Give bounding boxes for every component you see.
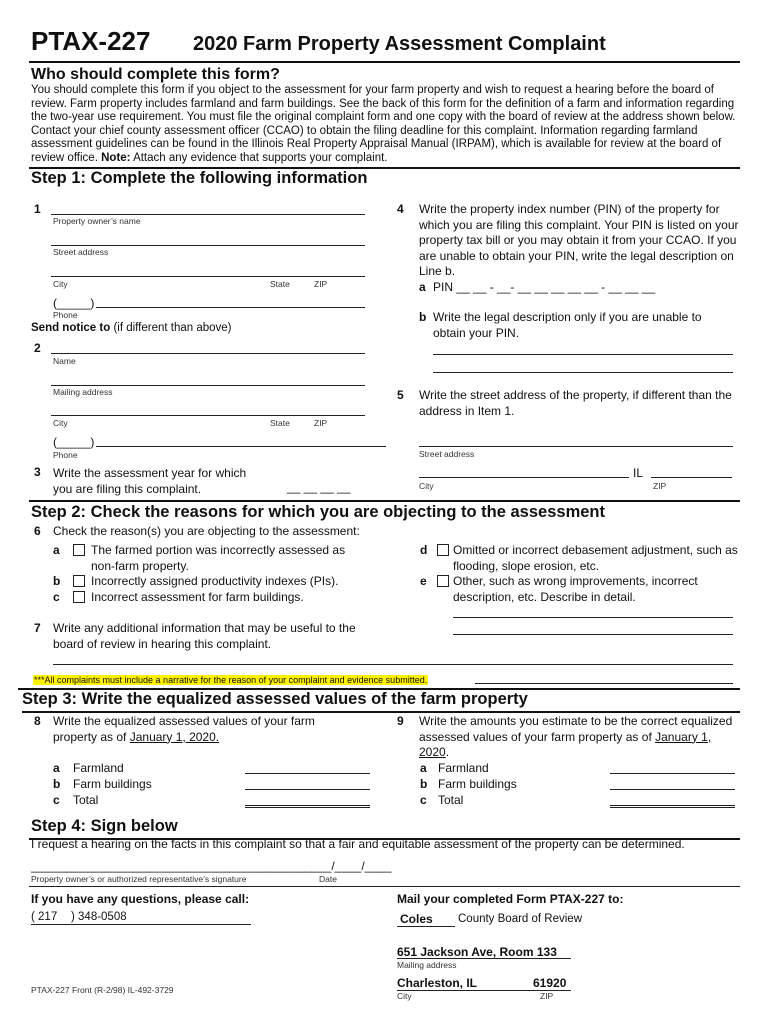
item3-number: 3	[34, 465, 41, 479]
item6-text: Check the reason(s) you are objecting to the assessment:	[53, 524, 360, 538]
street-label: Street address	[53, 247, 109, 257]
county-name: Coles	[400, 912, 433, 926]
property-street-label: Street address	[419, 449, 475, 459]
total-estimate-field[interactable]	[610, 805, 735, 808]
intro-body	[31, 84, 743, 165]
phone-underline	[31, 924, 251, 925]
notice-state-label: State	[270, 418, 290, 428]
board-address-label: Mailing address	[397, 960, 457, 970]
questions-heading: If you have any questions, please call:	[31, 892, 250, 906]
item8-text	[53, 714, 343, 745]
step4-title: Step 4: Sign below	[31, 817, 178, 835]
intro-text: You should complete this form if you object to the assessment for your farm property and wish to request a hearing before the board of review. Farm property includes farmland and farm buildings. See the back of this form for the definition of a farm and information regarding the two-year use requirement. You must file the original complaint form and one copy with the board of review at the address shown below. Contact your chief county assessment officer (CCAO) to obtain the filing deadline for this complaint. Information regarding farmland assessment guidelines can be found in the Illinois Real Property Appraisal Manual (IRPAM), which is available for review at the board of review office.	[31, 84, 736, 164]
signature-line[interactable]: _____________________________________________/____/____	[31, 859, 392, 873]
mail-heading: Mail your completed Form PTAX-227 to:	[397, 892, 624, 906]
additional-info-line-2[interactable]	[475, 683, 733, 684]
intro-note-label: Note:	[101, 151, 131, 164]
notice-city-label: City	[53, 418, 68, 428]
item4-number: 4	[397, 202, 404, 216]
reason-a-checkbox[interactable]	[73, 544, 85, 556]
board-city: Charleston, IL	[397, 976, 478, 990]
additional-info-line-1[interactable]	[53, 664, 733, 665]
narrative-notice: ***All complaints must include a narrative for the reason of your complaint and evidence submitted.	[34, 675, 428, 685]
item3-text: Write the assessment year for which you are filing this complaint.	[53, 466, 247, 496]
board-zip: 61920	[533, 976, 567, 990]
row9-a-letter: a	[420, 761, 427, 775]
property-zip-label: ZIP	[653, 481, 667, 491]
item9-text-body: Write the amounts you estimate to be the correct equalized assessed values of your farm property as of	[419, 714, 733, 744]
mailing-field[interactable]	[51, 385, 365, 386]
phone-number: ) 348-0508	[71, 911, 127, 923]
reason-c-letter: c	[53, 590, 60, 604]
step3-title: Step 3: Write the equalized assessed values of the farm property	[22, 690, 528, 708]
notice-phone-prefix: (_____)	[53, 435, 95, 449]
reason-b-checkbox[interactable]	[73, 575, 85, 587]
item4b-letter: b	[419, 310, 427, 324]
reason-a-letter: a	[53, 543, 60, 557]
row9-b-letter: b	[420, 777, 428, 791]
item6-number: 6	[34, 524, 41, 538]
assessment-year-field[interactable]: __ __ __ __	[287, 480, 351, 494]
property-city-field[interactable]	[419, 477, 629, 478]
reason-e-text: Other, such as wrong improvements, incorrect description, etc. Describe in detail.	[453, 574, 698, 604]
item2-number: 2	[34, 341, 41, 355]
zip-label: ZIP	[314, 279, 328, 289]
row-c-letter: c	[53, 793, 60, 807]
item8-text-1: Write the equalized assessed values of your farm	[53, 714, 315, 728]
phone-area-code: ( 217	[31, 911, 58, 923]
owner-name-label: Property owner’s name	[53, 216, 141, 226]
property-city-label: City	[419, 481, 434, 491]
reason-e-line-2[interactable]	[453, 634, 733, 635]
street-field[interactable]	[51, 245, 365, 246]
intro-heading: Who should complete this form?	[31, 66, 280, 83]
buildings-estimate-field[interactable]	[610, 789, 735, 790]
item5-number: 5	[397, 388, 404, 402]
il-label: IL	[633, 466, 644, 480]
phone-label: Phone	[53, 310, 78, 320]
reason-e-line-1[interactable]	[453, 617, 733, 618]
total-current-field[interactable]	[245, 805, 370, 808]
reason-b-text: Incorrectly assigned productivity indexes (PIs).	[91, 574, 339, 588]
item9-number: 9	[397, 714, 404, 728]
reason-e-checkbox[interactable]	[437, 575, 449, 587]
item7-text: Write any additional information that may be useful to the board of review in hearing this complaint.	[53, 621, 356, 651]
pin-field[interactable]: PIN __ __ - __- __ __ __ __ __ - __ __ __	[433, 280, 656, 294]
reason-d-checkbox[interactable]	[437, 544, 449, 556]
form-footer: PTAX-227 Front (R-2/98) IL-492-3729	[31, 985, 174, 995]
board-zip-label: ZIP	[540, 991, 554, 1001]
send-notice-rest: (if different than above)	[113, 322, 232, 334]
reason-c-checkbox[interactable]	[73, 591, 85, 603]
step2-rule	[29, 500, 740, 502]
reason-c-text: Incorrect assessment for farm buildings.	[91, 590, 304, 604]
item4-text: Write the property index number (PIN) of the property for which you are filing this complaint. Your PIN is listed on your property tax bill or you may obtain it from your CCAO. If you are unable to obtain your PIN, write the legal description on Line b.	[419, 202, 739, 278]
send-notice-bold: Send notice to	[31, 322, 111, 334]
row-a-label: Farmland	[73, 761, 124, 775]
farmland-current-field[interactable]	[245, 773, 370, 774]
state-label: State	[270, 279, 290, 289]
item8-number: 8	[34, 714, 41, 728]
reason-b-letter: b	[53, 574, 61, 588]
legal-desc-line-2[interactable]	[433, 372, 733, 373]
address-underline	[397, 958, 571, 959]
item9-text: Write the amounts you estimate to be the correct equalized assessed values of your farm property as of January 1, 2020.	[419, 714, 733, 759]
reason-a-text: The farmed portion was incorrectly assessed as non-farm property.	[91, 543, 346, 573]
row9-b-label: Farm buildings	[438, 777, 517, 791]
row-b-letter: b	[53, 777, 61, 791]
signature-label: Property owner’s or authorized representative’s signature	[31, 874, 247, 884]
property-street-field[interactable]	[419, 446, 733, 447]
property-zip-field[interactable]	[651, 477, 732, 478]
title-rule	[29, 61, 740, 63]
farmland-estimate-field[interactable]	[610, 773, 735, 774]
row9-a-label: Farmland	[438, 761, 489, 775]
step3-underline	[22, 711, 740, 713]
item1-number: 1	[34, 202, 41, 216]
notice-phone-field[interactable]	[96, 446, 386, 447]
notice-name-field[interactable]	[51, 353, 365, 354]
city-field[interactable]	[51, 276, 365, 277]
notice-phone-label: Phone	[53, 450, 78, 460]
row9-c-label: Total	[438, 793, 464, 807]
send-notice	[31, 322, 232, 336]
phone-prefix: (_____)	[53, 296, 95, 310]
form-code: PTAX-227	[31, 26, 151, 56]
form-title: 2020 Farm Property Assessment Complaint	[193, 33, 606, 55]
board-name: County Board of Review	[458, 913, 583, 925]
notice-zip-label: ZIP	[314, 418, 328, 428]
item8-text-2: property as of	[53, 729, 127, 744]
legal-desc-line-1[interactable]	[433, 354, 733, 355]
reason-d-text: Omitted or incorrect debasement adjustment, such as flooding, slope erosion, etc.	[453, 543, 738, 573]
row-c-label: Total	[73, 793, 99, 807]
step1-title: Step 1: Complete the following information	[31, 169, 368, 187]
reason-d-letter: d	[420, 543, 428, 557]
county-underline	[397, 926, 455, 927]
reason-e-letter: e	[420, 574, 427, 588]
buildings-current-field[interactable]	[245, 789, 370, 790]
hearing-statement: I request a hearing on the facts in this complaint so that a fair and equitable assessment of the property can be determined.	[31, 837, 685, 851]
contact-rule	[29, 886, 740, 887]
board-address: 651 Jackson Ave, Room 133	[397, 945, 557, 959]
step2-title: Step 2: Check the reasons for which you are objecting to the assessment	[31, 503, 605, 521]
mailing-label: Mailing address	[53, 387, 113, 397]
intro-note-text: Attach any evidence that supports your complaint.	[133, 151, 388, 164]
notice-city-field[interactable]	[51, 415, 365, 416]
item9-date: January 1, 2020	[419, 729, 712, 759]
row-a-letter: a	[53, 761, 60, 775]
item5-text: Write the street address of the property, if different than the address in Item 1.	[419, 388, 732, 418]
row-b-label: Farm buildings	[73, 777, 152, 791]
phone-field[interactable]	[96, 307, 365, 308]
row9-c-letter: c	[420, 793, 427, 807]
item4a-letter: a	[419, 280, 426, 294]
board-city-label: City	[397, 991, 412, 1001]
city-label: City	[53, 279, 68, 289]
owner-name-field[interactable]	[51, 214, 365, 215]
item7-number: 7	[34, 621, 41, 635]
notice-name-label: Name	[53, 356, 76, 366]
date-label: Date	[319, 874, 337, 884]
item8-date: January 1, 2020.	[129, 729, 220, 744]
item4b-text: Write the legal description only if you are unable to obtain your PIN.	[433, 310, 702, 340]
